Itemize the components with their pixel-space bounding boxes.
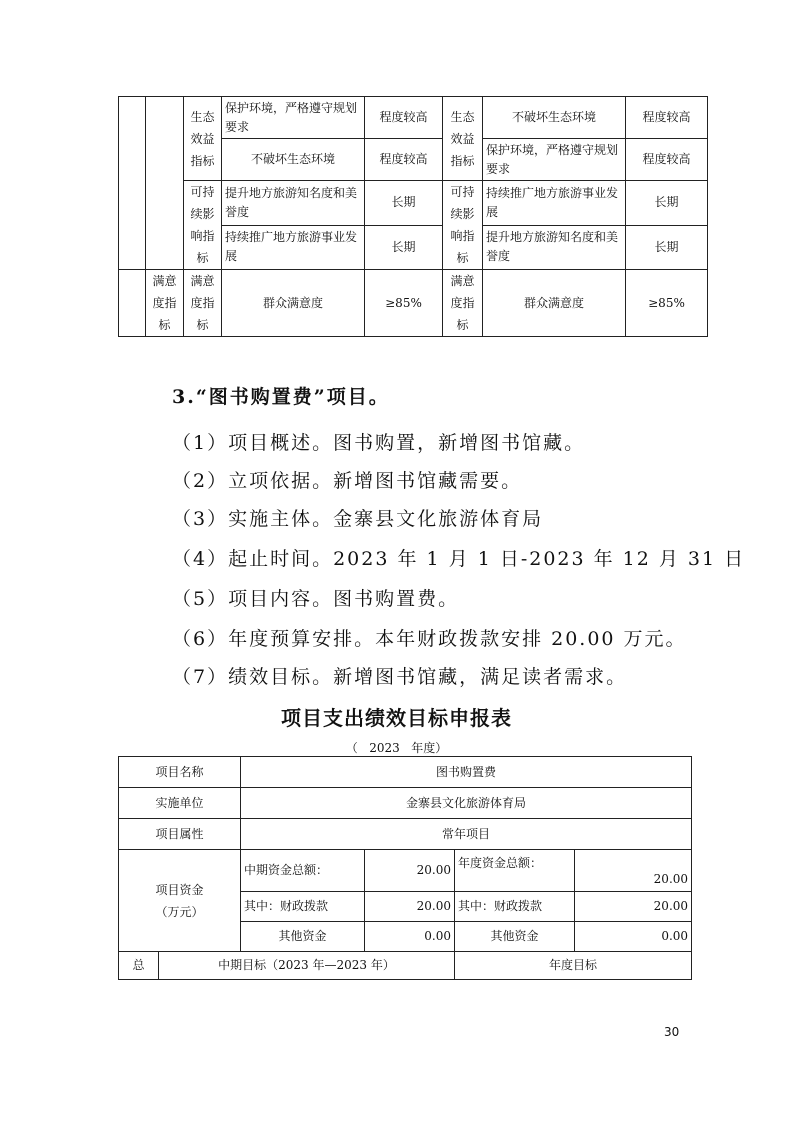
sustain-right-value-2: 长期 — [626, 225, 708, 270]
sat-category-label: 满意 度指 标 — [146, 270, 184, 337]
budget-table-year: （ 2023 年度） — [345, 741, 448, 755]
eco-left-item-1: 保护环境，严格遵守规划要求 — [222, 97, 365, 139]
table-cell-blank — [146, 97, 184, 270]
mid-fiscal-value: 20.00 — [365, 892, 455, 922]
section-item-5: （5）项目内容。图书购置费。 — [172, 588, 460, 610]
year-total-label: 年度资金总额： — [455, 850, 575, 892]
sustain-left-value-1: 长期 — [365, 181, 443, 226]
sat-indicator-label: 满意 度指 标 — [184, 270, 222, 337]
implementing-unit-label: 实施单位 — [119, 788, 241, 819]
table-cell-blank — [119, 97, 146, 270]
project-attribute-label: 项目属性 — [119, 819, 241, 850]
budget-table-title: 项目支出绩效目标申报表 — [281, 706, 512, 730]
sat-left-value: ≥85% — [365, 270, 443, 337]
sustain-right-value-1: 长期 — [626, 181, 708, 226]
project-attribute-value: 常年项目 — [241, 819, 692, 850]
section-item-6: （6）年度预算安排。本年财政拨款安排 20.00 万元。 — [172, 628, 687, 650]
sustain-left-value-2: 长期 — [365, 225, 443, 270]
sat-indicator-label-right: 满意 度指 标 — [443, 270, 483, 337]
section-item-7: （7）绩效目标。新增图书馆藏，满足读者需求。 — [172, 666, 628, 688]
sustain-indicator-label: 可持 续影 响指 标 — [184, 181, 222, 270]
project-name-label: 项目名称 — [119, 757, 241, 788]
sustain-indicator-label-right: 可持 续影 响指 标 — [443, 181, 483, 270]
year-total-value: 20.00 — [575, 850, 692, 892]
eco-left-value-1: 程度较高 — [365, 97, 443, 139]
sat-right-item: 群众满意度 — [483, 270, 626, 337]
sustain-left-item-2: 持续推广地方旅游事业发展 — [222, 225, 365, 270]
year-other-label: 其他资金 — [455, 922, 575, 952]
year-fiscal-value: 20.00 — [575, 892, 692, 922]
section-item-2: （2）立项依据。新增图书馆藏需要。 — [172, 470, 523, 492]
overall-goal-label: 总 — [119, 952, 159, 980]
mid-other-label: 其他资金 — [241, 922, 365, 952]
mid-fiscal-label: 其中：财政拨款 — [241, 892, 365, 922]
eco-left-item-2: 不破坏生态环境 — [222, 139, 365, 181]
performance-indicator-table-continued — [118, 96, 708, 337]
eco-right-item-1: 不破坏生态环境 — [483, 97, 626, 139]
section-item-1: （1）项目概述。图书购置，新增图书馆藏。 — [172, 432, 586, 454]
year-fiscal-label: 其中：财政拨款 — [455, 892, 575, 922]
eco-indicator-label: 生态 效益 指标 — [184, 97, 222, 181]
page-number: 30 — [664, 1025, 680, 1039]
project-name-value: 图书购置费 — [241, 757, 692, 788]
sustain-right-item-2: 提升地方旅游知名度和美誉度 — [483, 225, 626, 270]
budget-declaration-table — [118, 756, 692, 980]
eco-indicator-label-right: 生态 效益 指标 — [443, 97, 483, 181]
eco-left-value-2: 程度较高 — [365, 139, 443, 181]
eco-right-value-1: 程度较高 — [626, 97, 708, 139]
mid-goal-label: 中期目标（2023 年—2023 年） — [159, 952, 455, 980]
section-item-3: （3）实施主体。金寨县文化旅游体育局 — [172, 508, 544, 530]
year-goal-label: 年度目标 — [455, 952, 692, 980]
section-heading: 3.“图书购置费”项目。 — [172, 386, 390, 408]
sustain-right-item-1: 持续推广地方旅游事业发展 — [483, 181, 626, 226]
sat-left-item: 群众满意度 — [222, 270, 365, 337]
sat-right-value: ≥85% — [626, 270, 708, 337]
year-other-value: 0.00 — [575, 922, 692, 952]
sustain-left-item-1: 提升地方旅游知名度和美誉度 — [222, 181, 365, 226]
eco-right-item-2: 保护环境，严格遵守规划要求 — [483, 139, 626, 181]
project-funds-label: 项目资金 （万元） — [119, 850, 241, 952]
mid-total-value: 20.00 — [365, 850, 455, 892]
eco-right-value-2: 程度较高 — [626, 139, 708, 181]
mid-other-value: 0.00 — [365, 922, 455, 952]
table-cell-blank — [119, 270, 146, 337]
implementing-unit-value: 金寨县文化旅游体育局 — [241, 788, 692, 819]
section-item-4: （4）起止时间。2023 年 1 月 1 日-2023 年 12 月 31 日 — [172, 548, 746, 570]
mid-total-label: 中期资金总额： — [241, 850, 365, 892]
